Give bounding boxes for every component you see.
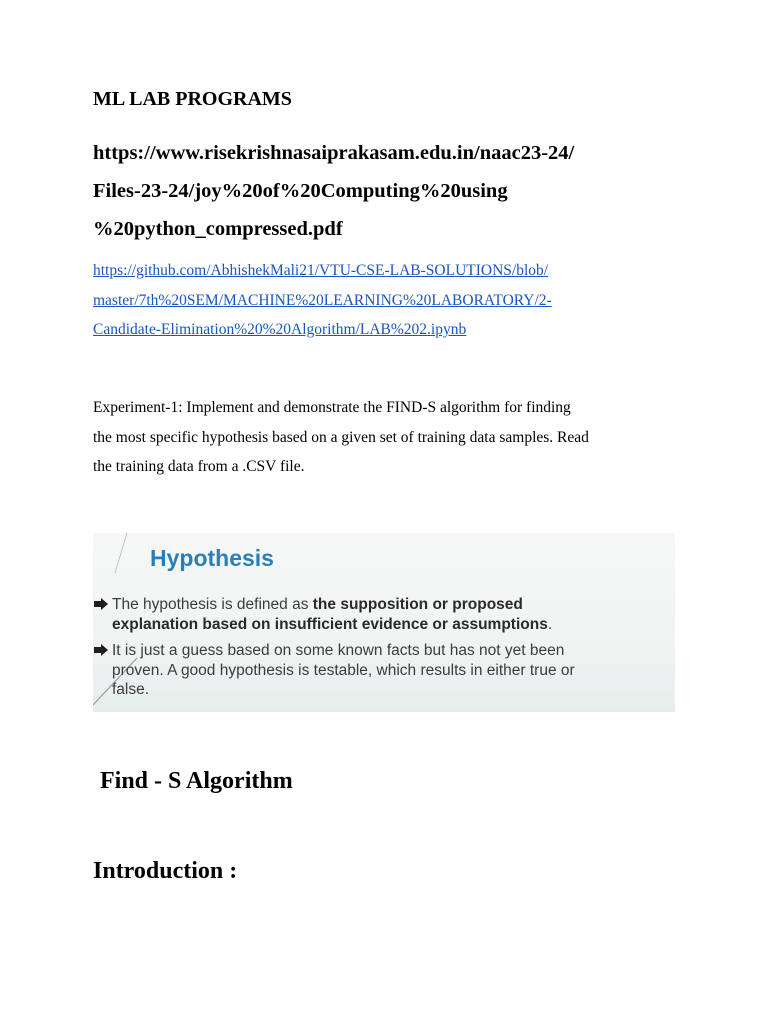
- arrow-bullet-icon: [94, 644, 108, 656]
- document-title: ML LAB PROGRAMS: [93, 88, 292, 110]
- hypothesis-slide-image: [93, 533, 675, 712]
- bullet-1-bold-text-2: explanation based on insufficient evidence or assumptions: [112, 615, 548, 633]
- slide-title: Hypothesis: [150, 545, 274, 571]
- bullet-1-plain-text: The hypothesis is defined as: [112, 596, 313, 613]
- bold-url-line-1: https://www.risekrishnasaiprakasam.edu.in/naac23-24/: [93, 142, 575, 164]
- experiment-line-3: the training data from a .CSV file.: [93, 458, 305, 475]
- bullet-2-line-3: false.: [112, 681, 150, 698]
- experiment-description: [93, 393, 693, 482]
- bullet-1-period: .: [547, 615, 553, 633]
- introduction-heading: Introduction :: [93, 858, 238, 884]
- bold-url-line-2: Files-23-24/joy%20of%20Computing%20using: [93, 180, 508, 202]
- arrow-bullet-icon: [94, 598, 108, 610]
- github-link[interactable]: [93, 256, 552, 345]
- bullet-2-line-1: It is just a guess based on some known facts but has not yet been: [112, 642, 565, 659]
- experiment-line-1: Experiment-1: Implement and demonstrate the FIND-S algorithm for finding: [93, 399, 571, 416]
- github-link-line-3[interactable]: Candidate-Elimination%20%20Algorithm/LAB%202.ipynb: [93, 321, 467, 338]
- bold-url-text: [93, 134, 574, 248]
- find-s-heading: Find - S Algorithm: [100, 768, 293, 794]
- github-link-line-1[interactable]: https://github.com/AbhishekMali21/VTU-CSE-LAB-SOLUTIONS/blob/: [93, 262, 549, 279]
- bullet-1-bold-text: the supposition or proposed: [312, 596, 523, 613]
- bullet-2-line-2: proven. A good hypothesis is testable, which results in either true or: [112, 661, 575, 679]
- bold-url-line-3: %20python_compressed.pdf: [93, 218, 343, 240]
- experiment-line-2: the most specific hypothesis based on a given set of training data samples. Read: [93, 428, 589, 446]
- github-link-line-2[interactable]: master/7th%20SEM/MACHINE%20LEARNING%20LABORATORY/2-: [93, 291, 552, 309]
